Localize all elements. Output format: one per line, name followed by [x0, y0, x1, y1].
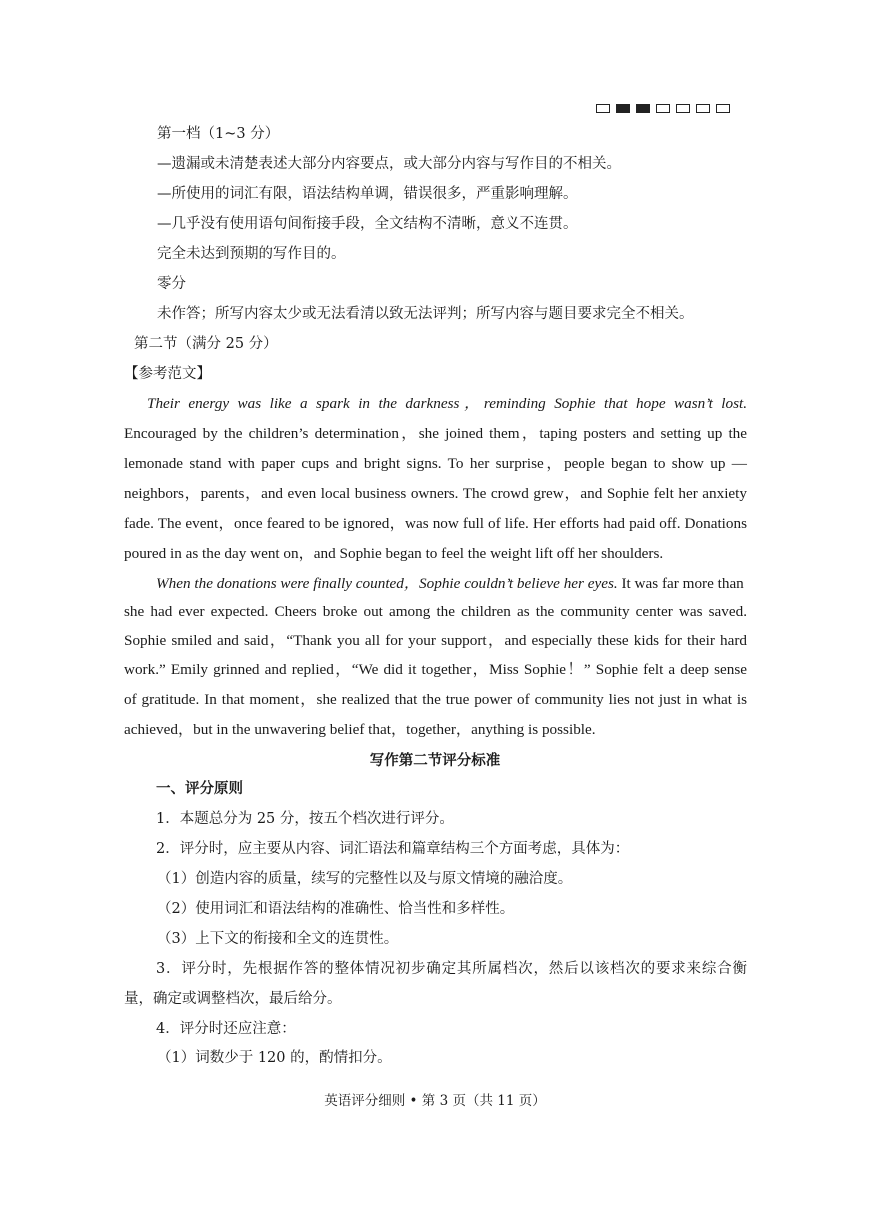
level1-item-1: —遗漏或未清楚表述大部分内容要点，或大部分内容与写作目的不相关。 [157, 156, 621, 172]
criteria-item-3-line-1: 3．评分时，先根据作答的整体情况初步确定其所属档次，然后以该档次的要求来综合衡 [156, 961, 747, 977]
section2-title: 第二节（满分 25 分） [134, 336, 278, 352]
para2-italic-opening: When the donations were finally counted，Sophie couldn’t believe her eyes. [156, 575, 618, 592]
para2-line-2: she had ever expected. Cheers broke out among the children as the community center was saved. [124, 603, 747, 620]
criteria-sub-3: （3）上下文的衔接和全文的连贯性。 [157, 931, 399, 947]
para1-line-4: neighbors，parents，and even local business owners. The crowd grew，and Sophie felt her anxiety [124, 485, 747, 502]
zero-text: 未作答；所写内容太少或无法看清以致无法评判；所写内容与题目要求完全不相关。 [157, 306, 694, 322]
criteria-item-2: 2．评分时，应主要从内容、词汇语法和篇章结构三个方面考虑，具体为： [156, 841, 630, 857]
zero-title: 零分 [157, 276, 186, 292]
para1-line-1: Their energy was like a spark in the darkness，reminding Sophie that hope wasn’t lost. [147, 395, 747, 412]
page-footer: 英语评分细则 • 第 3 页（共 11 页） [324, 1093, 546, 1109]
level1-item-4: 完全未达到预期的写作目的。 [157, 246, 346, 262]
criteria-sub-1: （1）创造内容的质量，续写的完整性以及与原文情境的融洽度。 [157, 871, 573, 887]
level1-item-3: —几乎没有使用语句间衔接手段，全文结构不清晰，意义不连贯。 [157, 216, 578, 232]
para2-line-5: of gratitude. In that moment，she realized that the true power of community lies not just in what is [124, 691, 747, 708]
page-progress-marks [596, 104, 730, 113]
reference-label: 【参考范文】 [124, 366, 211, 382]
page-mark-5 [676, 104, 690, 113]
page-mark-4 [656, 104, 670, 113]
para1-line-5: fade. The event，once feared to be ignored，was now full of life. Her efforts had paid off. Donations [124, 515, 747, 532]
level1-item-2: —所使用的词汇有限，语法结构单调，错误很多，严重影响理解。 [157, 186, 578, 202]
criteria-item-3-line-2: 量，确定或调整档次，最后给分。 [124, 991, 342, 1007]
criteria-title: 写作第二节评分标准 [369, 752, 501, 769]
para2-line-6: achieved，but in the unwavering belief that，together，anything is possible. [124, 721, 596, 738]
para2-first-line-rest: It was far more than [617, 575, 744, 592]
criteria-item-4-sub-1: （1）词数少于 120 的，酌情扣分。 [157, 1050, 392, 1066]
principles-heading: 一、评分原则 [156, 780, 243, 797]
para1-line-2: Encouraged by the children’s determination，she joined them，taping posters and setting up the [124, 425, 747, 442]
para1-line-6: poured in as the day went on，and Sophie began to feel the weight lift off her shoulders. [124, 545, 664, 562]
page-mark-3 [636, 104, 650, 113]
level1-title: 第一档（1~3 分） [157, 126, 280, 142]
page-mark-1 [596, 104, 610, 113]
para2-line-1 [156, 574, 744, 594]
para1-line-3: lemonade stand with paper cups and bright signs. To her surprise，people began to show up — [124, 455, 747, 472]
page-mark-6 [696, 104, 710, 113]
page-mark-2 [616, 104, 630, 113]
criteria-sub-2: （2）使用词汇和语法结构的准确性、恰当性和多样性。 [157, 901, 515, 917]
page-mark-7 [716, 104, 730, 113]
criteria-item-1: 1．本题总分为 25 分，按五个档次进行评分。 [156, 811, 454, 827]
para2-line-3: Sophie smiled and said，“Thank you all for your support，and especially these kids for their hard [124, 632, 747, 649]
para2-line-4: work.” Emily grinned and replied，“We did it together，Miss Sophie！” Sophie felt a deep sense [124, 661, 747, 678]
criteria-item-4: 4．评分时还应注意： [156, 1021, 296, 1037]
